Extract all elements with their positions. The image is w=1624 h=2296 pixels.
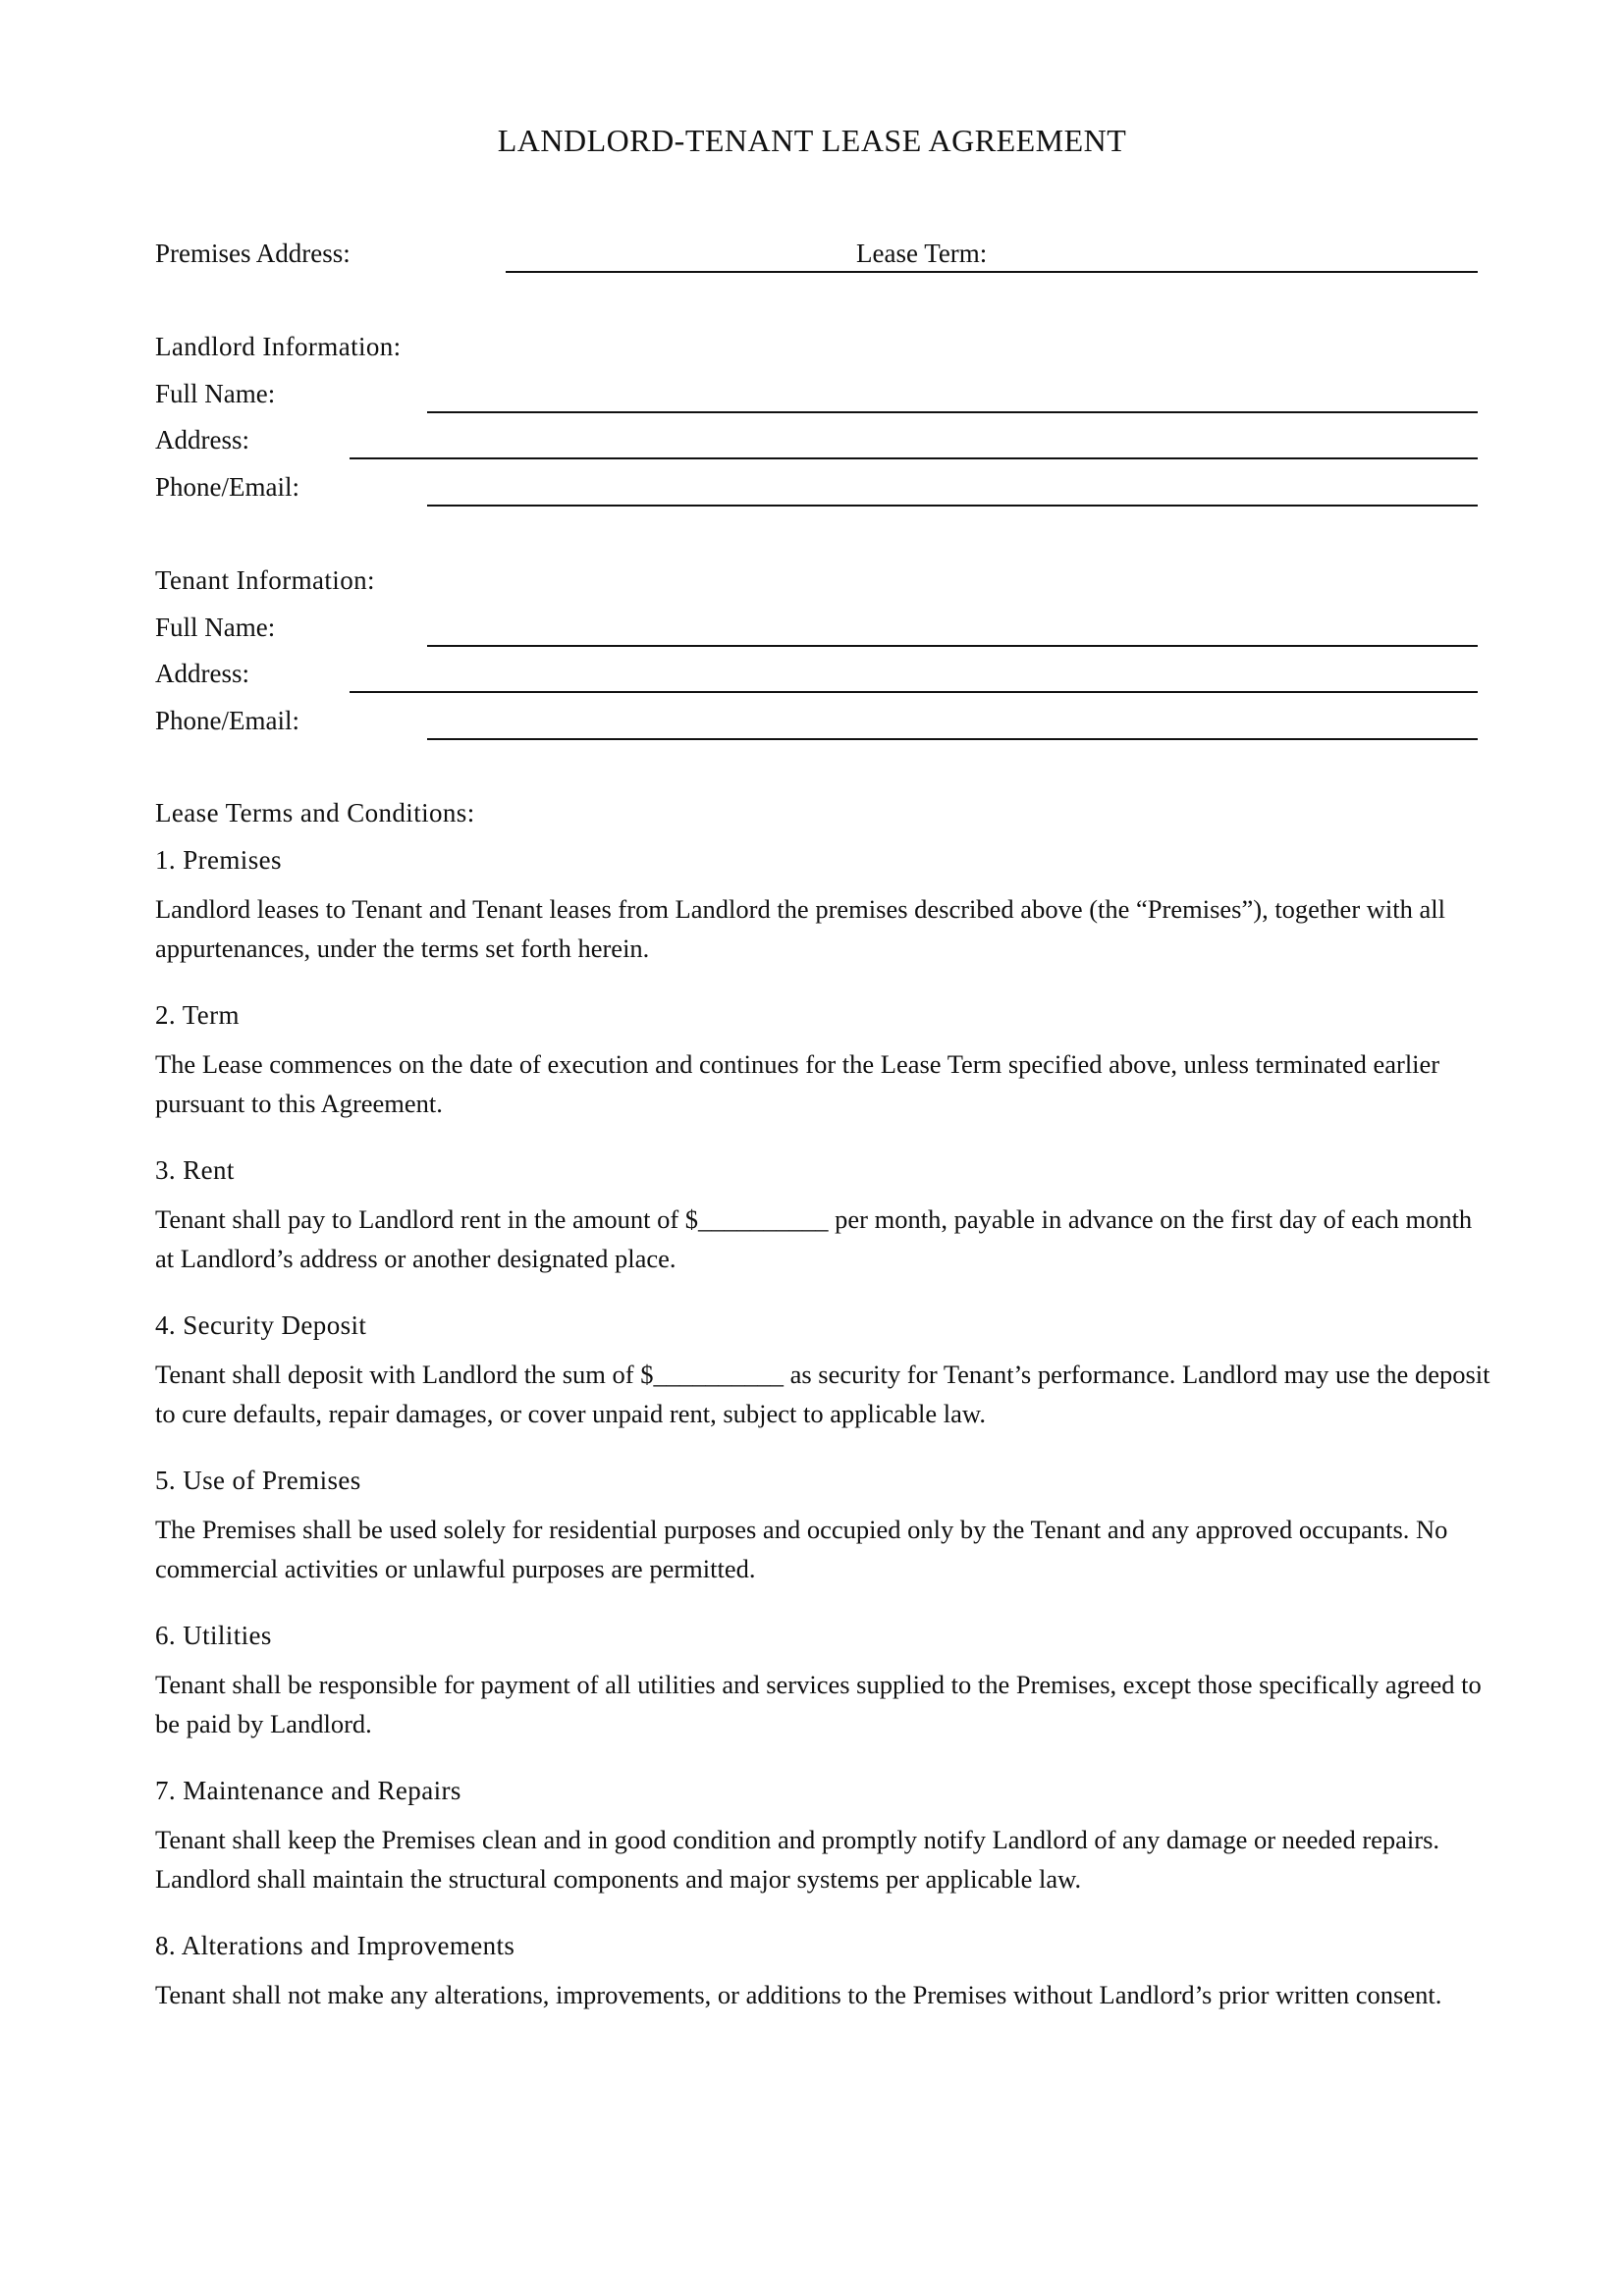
landlord-phone-email-label: Phone/Email: [155,472,299,502]
landlord-info-heading: Landlord Information: [155,332,402,361]
landlord-address-field[interactable] [350,457,1478,459]
lease-terms-heading: Lease Terms and Conditions: [155,798,475,828]
clause-heading-utilities: 6. Utilities [155,1621,272,1650]
clause-body-security-deposit: Tenant shall deposit with Landlord the sum of $__________ as security for Tenant’s performance. Landlord may use the deposit to cure defaults, repair damages, or cover unpaid rent, subject to applicable law. [155,1360,1490,1428]
tenant-phone-email-label: Phone/Email: [155,706,299,735]
clause-body-alterations: Tenant shall not make any alterations, improvements, or additions to the Premises without Landlord’s prior written consent. [155,1980,1442,2009]
clause-heading-maintenance: 7. Maintenance and Repairs [155,1776,461,1805]
landlord-phone-email-field[interactable] [427,505,1478,507]
clause-body-term: The Lease commences on the date of execution and continues for the Lease Term specified above, unless terminated earlier pursuant to this Agreement. [155,1049,1440,1118]
clause-body-rent: Tenant shall pay to Landlord rent in the amount of $__________ per month, payable in advance on the first day of each month at Landlord’s address or another designated place. [155,1204,1473,1273]
premises-address-field[interactable] [506,271,1478,273]
clause-body-use-of-premises: The Premises shall be used solely for residential purposes and occupied only by the Tenant and any approved occupants. No commercial activities or unlawful purposes are permitted. [155,1515,1448,1583]
tenant-phone-email-field[interactable] [427,738,1478,740]
clause-heading-use-of-premises: 5. Use of Premises [155,1466,361,1495]
clause-heading-rent: 3. Rent [155,1155,235,1185]
document-title: LANDLORD-TENANT LEASE AGREEMENT [497,123,1127,158]
tenant-address-field[interactable] [350,691,1478,693]
tenant-full-name-label: Full Name: [155,613,276,642]
clause-heading-term: 2. Term [155,1000,240,1030]
clause-heading-security-deposit: 4. Security Deposit [155,1310,367,1340]
clause-body-premises: Landlord leases to Tenant and Tenant leases from Landlord the premises described above (the “Premises”), together with all appurtenances, under the terms set forth herein. [155,894,1445,963]
tenant-info-heading: Tenant Information: [155,565,375,595]
clause-body-utilities: Tenant shall be responsible for payment of all utilities and services supplied to the Premises, except those specifically agreed to be paid by Landlord. [155,1670,1482,1738]
clause-body-maintenance: Tenant shall keep the Premises clean and in good condition and promptly notify Landlord of any damage or needed repairs. Landlord shall maintain the structural components and major systems per applicable law. [155,1825,1440,1894]
landlord-address-label: Address: [155,425,249,454]
landlord-full-name-label: Full Name: [155,379,276,408]
tenant-address-label: Address: [155,659,249,688]
clause-heading-alterations: 8. Alterations and Improvements [155,1931,515,1960]
landlord-full-name-field[interactable] [427,411,1478,413]
tenant-full-name-field[interactable] [427,645,1478,647]
lease-term-label: Lease Term: [856,239,988,268]
premises-address-label: Premises Address: [155,239,351,268]
clause-heading-premises: 1. Premises [155,845,282,875]
